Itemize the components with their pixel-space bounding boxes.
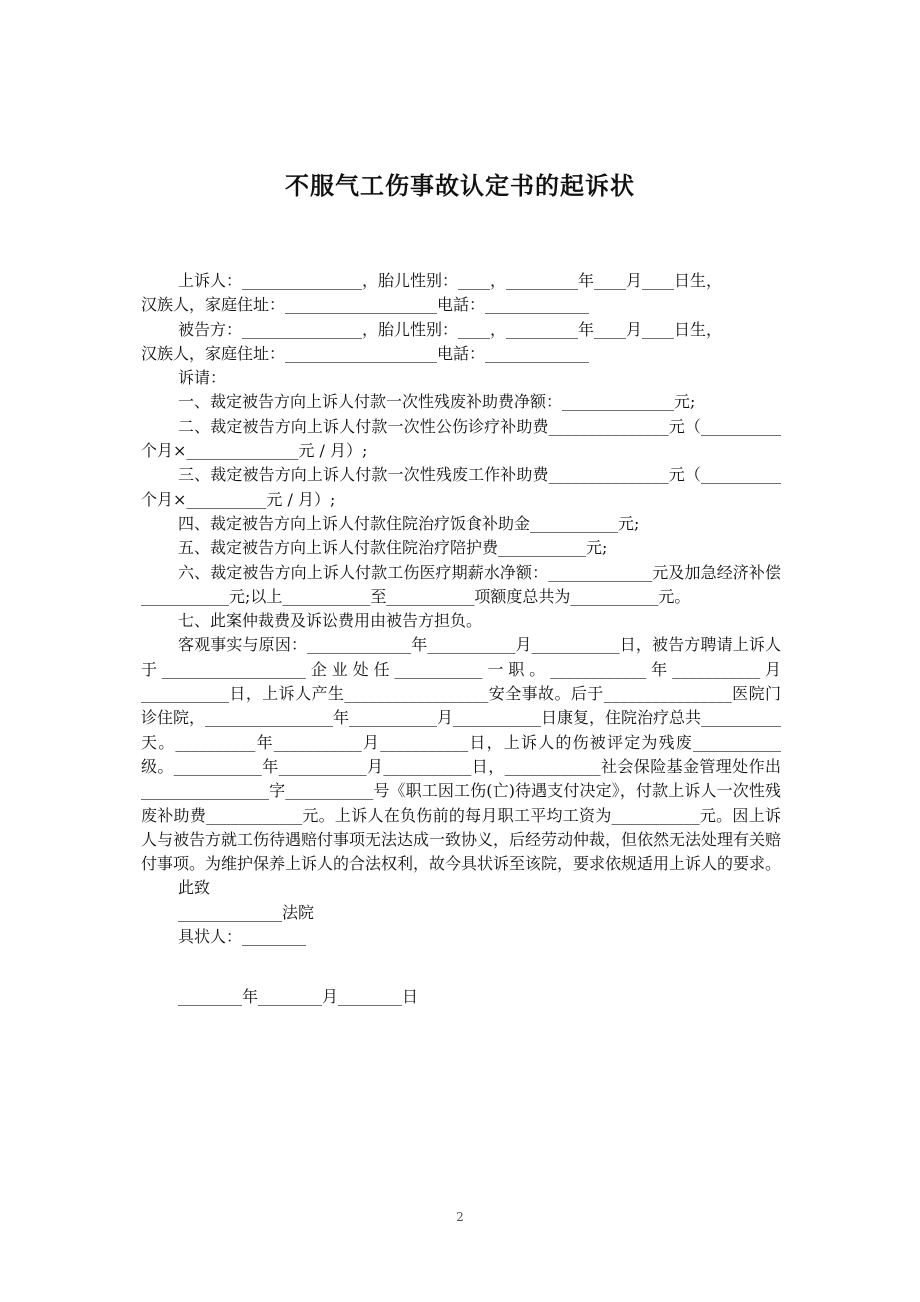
signer-line: 具状人：________ [178, 927, 307, 947]
claim-4: 四、裁定被告方向上诉人付款住院治疗饭食补助金___________元; [178, 513, 640, 533]
claim-2: 二、裁定被告方向上诉人付款一次性公伤诊疗补助费_______________元（__________个月×______________元 / 月）; [141, 416, 781, 461]
claim-5: 五、裁定被告方向上诉人付款住院治疗陪护费___________元; [178, 538, 608, 558]
claim-6: 六、裁定被告方向上诉人付款工伤医疗期薪水净额：_____________元及加急经济补偿___________元;以上___________至___________项额度总共为___________元。 [141, 562, 781, 606]
appellant-line-2: 汉族人，家庭住址：___________________电話：_____________ [141, 295, 590, 315]
document-title: 不服气工伤事故认定书的起诉状 [285, 172, 635, 200]
claim-7: 七、此案仲裁费及诉讼费用由被告方担负。 [178, 611, 483, 631]
spacer [141, 949, 781, 985]
date-line: ________年________月________日 [178, 987, 419, 1007]
closing-salutation: 此致 [178, 878, 211, 898]
facts-paragraph: 客观事实与原因：_____________年___________月___________日，被告方聘请上诉人于__________________企业处任___________一职。____________年___________月___________日，上诉人产生__________________安全事故。后于________________医院门诊住院，________________年___________月___________日康复，住院治疗总共__________天。__________年___________月___________日，上诉人的伤被评定为残废___________级。___________年___________月___________日，____________社会保险基金管理处作出________________字___________号《职工因工伤(亡)待遇支付决定》，付款上诉人一次性残废补助费____________元。上诉人在负伤前的每月职工平均工资为___________元。因上诉人与被告方就工伤待遇赔付事项无法达成一致协义，后经劳动仲裁，但依然无法处理有关赔付事项。为维护保养上诉人的合法权利，故今具状诉至该院，要求依规适用上诉人的要求。 [141, 635, 782, 874]
claim-3: 三、裁定被告方向上诉人付款一次性残废工作补助费_______________元（__________个月×__________元 / 月）; [141, 465, 781, 509]
court-line: _____________法院 [178, 902, 315, 922]
claim-1: 一、裁定被告方向上诉人付款一次性残废补助费净额：______________元; [178, 392, 696, 412]
document-body [141, 269, 781, 1010]
respondent-line-2: 汉族人，家庭住址：___________________电話：_____________ [141, 343, 590, 363]
respondent-line-1: 被告方：_______________，胎儿性别：____，_________年____月____日生， [178, 319, 723, 339]
appellant-line-1: 上诉人：_______________，胎儿性别：____，_________年____月____日生， [178, 271, 723, 290]
claims-heading: 诉请： [178, 368, 227, 388]
page-number: 2 [456, 1210, 464, 1224]
